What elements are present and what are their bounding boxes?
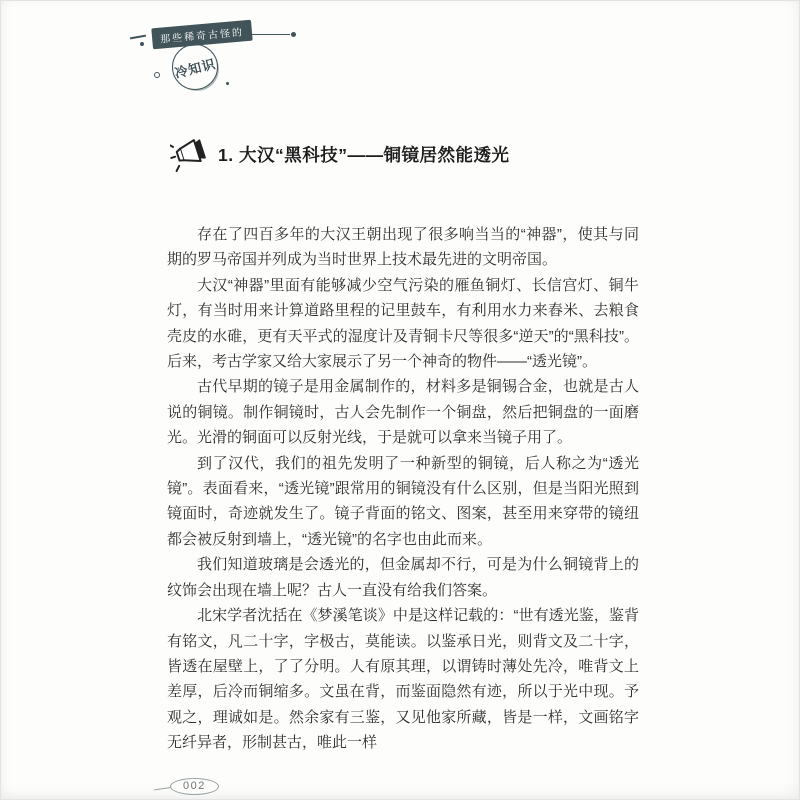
chapter-heading-row [170,128,509,181]
logo-dot-left [140,42,144,46]
page-footer [170,776,219,798]
chapter-title: 1. 大汉“黑科技”——铜镜居然能透光 [218,145,510,165]
logo-line-right [250,34,290,35]
body-paragraph-6: 北宋学者沈括在《梦溪笔谈》中是这样记载的：“世有透光鉴，鉴背有铭文，凡二十字，字极古，莫能读。以鉴承日光，则背文及二十字，皆透在屋壁上，了了分明。人有原其理，以谓铸时薄处先冷，唯背文上差厚，后冷而铜缩多。文虽在背，而鉴面隐然有迹，所以于光中现。予观之，理诚如是。然余家有三鉴，又见他家所藏，皆是一样，文画铭字无纤异者，形制甚古，唯此一样 [167,607,639,752]
series-tagline: 那些稀奇古怪的 [151,20,252,50]
series-badge-circle [172,44,218,90]
body-paragraph-3: 古代早期的镜子是用金属制作的，材料多是铜锡合金，也就是古人说的铜镜。制作铜镜时，古人会先制作一个铜盘，然后把铜盘的一面磨光。光滑的铜面可以反射光线，于是就可以拿来当镜子用了。 [167,378,639,447]
megaphone-icon [170,132,210,181]
logo-dash-left [130,35,146,40]
body-paragraph-5: 我们知道玻璃是会透光的，但金属却不行，可是为什么铜镜背上的纹饰会出现在墙上呢？古人一直没有给我们答案。 [167,556,639,599]
body-paragraph-4: 到了汉代，我们的祖先发明了一种新型的铜镜，后人称之为“透光镜”。表面看来，“透光镜”跟常用的铜镜没有什么区别，但是当阳光照到镜面时，奇迹就发生了。镜子背面的铭文、图案，甚至用来穿带的镜纽都会被反射到墙上，“透光镜”的名字也由此而来。 [167,454,639,548]
series-logo [126,12,296,102]
logo-dot-open [154,72,160,78]
body-text [167,222,639,756]
series-badge-label: 冷知识 [173,55,218,81]
body-paragraph-2: 大汉“神器”里面有能够减少空气污染的雁鱼铜灯、长信宫灯、铜牛灯，有当时用来计算道路里程的记里鼓车，有利用水力来舂米、去粮食壳皮的水碓，更有天平式的湿度计及青铜卡尺等很多“逆天”的“黑科技”。后来，考古学家又给大家展示了另一个神奇的物件——“透光镜”。 [167,276,639,371]
page-number: 002 [170,778,219,795]
logo-dot-fill [226,82,229,85]
body-paragraph-1: 存在了四百多年的大汉王朝出现了很多响当当的“神器”，使其与同期的罗马帝国并列成为当时世界上技术最先进的文明帝国。 [167,226,639,269]
